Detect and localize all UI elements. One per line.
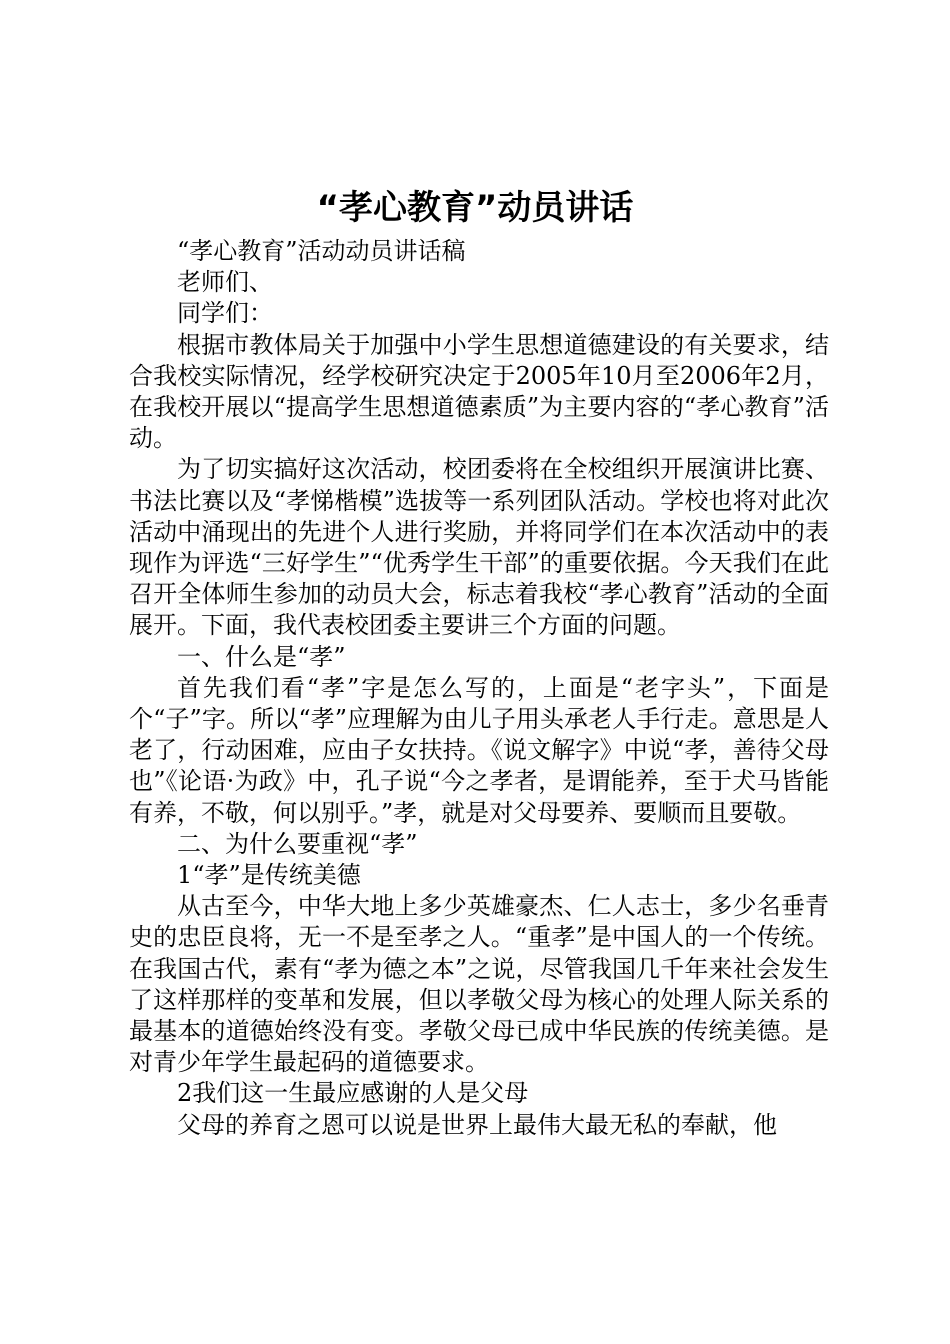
paragraph-parents-gift: 父母的养育之恩可以说是世界上最伟大最无私的奉献，他 — [177, 1110, 777, 1139]
subheading-thank-parents: 2我们这一生最应感谢的人是父母 — [177, 1079, 529, 1108]
paragraph-subtitle: “孝心教育”活动动员讲话稿 — [177, 237, 466, 265]
paragraph-activities: 为了切实搞好这次活动，校团委将在全校组织开展演讲比赛、书法比赛以及“孝悌楷模”选拔等一系列团队活动。学校也将对此次活动中涌现出的先进个人进行奖励，并将同学们在本次活动中的表现作为评选“三好学生”“优秀学生干部”的重要依据。今天我们在此召开全体师生参加的动员大会，标志着我校“孝心教育”活动的全面展开。下面，我代表校团委主要讲三个方面的问题。 — [129, 455, 829, 640]
paragraph-salutation-students: 同学们： — [177, 299, 273, 328]
paragraph-xiao-meaning: 首先我们看“孝”字是怎么写的，上面是“老字头”，下面是个“子”字。所以“孝”应理解为由儿子用头承老人手行走。意思是人老了，行动困难，应由子女扶持。《说文解字》中说“孝，善待父母也”《论语·为政》中，孔子说“今之孝者，是谓能养，至于犬马皆能有养，不敬，何以别乎。”孝，就是对父母要养、要顺而且要敬。 — [129, 673, 829, 827]
section-heading-what-is-xiao: 一、什么是“孝” — [177, 642, 346, 671]
subheading-traditional-virtue: 1“孝”是传统美德 — [177, 861, 361, 890]
document-title: “孝心教育”动员讲话 — [316, 188, 634, 228]
section-heading-why-value-xiao: 二、为什么要重视“孝” — [177, 829, 418, 858]
document-body — [129, 236, 829, 1141]
paragraph-intro: 根据市教体局关于加强中小学生思想道德建设的有关要求，结合我校实际情况，经学校研究决定于2005年10月至2006年2月，在我校开展以“提高学生思想道德素质”为主要内容的“孝心教育”活动。 — [129, 330, 829, 453]
paragraph-traditional-virtue: 从古至今，中华大地上多少英雄豪杰、仁人志士，多少名垂青史的忠臣良将，无一不是至孝之人。“重孝”是中国人的一个传统。在我国古代，素有“孝为德之本”之说，尽管我国几千年来社会发生了这样那样的变革和发展，但以孝敬父母为核心的处理人际关系的最基本的道德始终没有变。孝敬父母已成中华民族的传统美德。是对青少年学生最起码的道德要求。 — [129, 892, 829, 1077]
paragraph-salutation-teachers: 老师们、 — [177, 268, 273, 297]
